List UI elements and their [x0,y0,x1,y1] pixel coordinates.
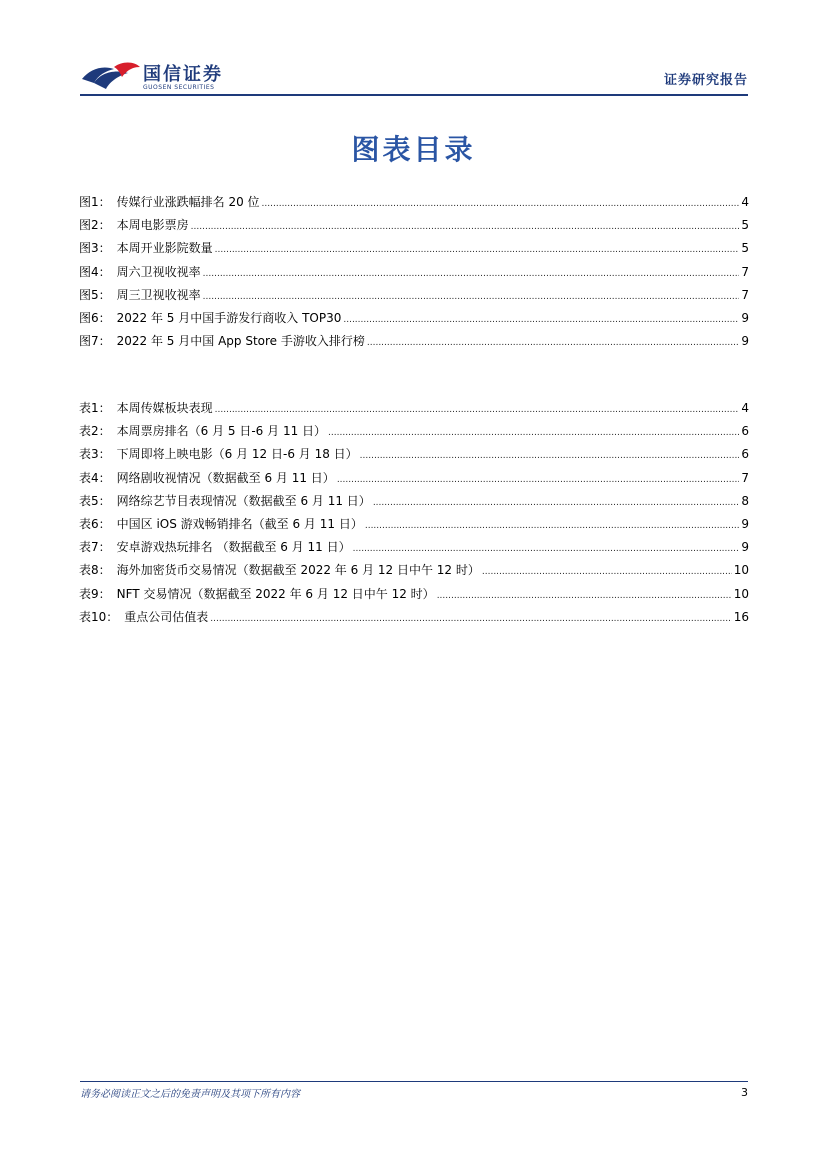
toc-label: 图4： [79,264,111,279]
toc-entry-figure-3[interactable] [79,239,749,262]
toc-label: 图3： [79,241,111,256]
toc-label: 表3： [79,447,111,462]
toc-text: 网络剧收视情况（数据截至 6 月 11 日） [116,470,335,485]
toc-entry-table-1[interactable] [79,399,749,422]
toc-page-number: 7 [741,470,749,485]
toc-leader [437,591,732,601]
page-number: 3 [741,1086,748,1099]
toc-leader [203,269,740,279]
header-divider [80,94,748,96]
logo-chinese-name: 国信证券 [143,64,223,85]
toc-text: 海外加密货币交易情况（数据截至 2022 年 6 月 12 日中午 12 时） [116,563,480,578]
toc-text: 重点公司估值表 [124,609,209,624]
toc-leader [328,428,739,438]
toc-text: 网络综艺节目表现情况（数据截至 6 月 11 日） [116,493,371,508]
toc-label: 表6： [79,516,111,531]
toc-page-number: 16 [733,609,749,624]
toc-leader [367,338,739,348]
toc-label: 表5： [79,493,111,508]
toc-label: 图1： [79,195,111,209]
toc-label: 图7： [79,334,111,349]
toc-entry-table-10[interactable] [79,608,749,631]
toc-leader [337,475,740,485]
page-header [80,55,748,95]
toc-text: 本周电影票房 [116,218,189,233]
toc-entry-figure-7[interactable] [79,332,749,355]
toc-entry-figure-5[interactable] [79,286,749,309]
toc-leader [210,614,731,624]
toc-text: 2022 年 5 月中国手游发行商收入 TOP30 [116,310,342,325]
guosen-logo-icon [80,59,142,93]
toc-text: 中国区 iOS 游戏畅销排名（截至 6 月 11 日） [116,516,363,531]
figure-list [79,193,749,355]
toc-label: 图2： [79,218,111,233]
toc-page-number: 7 [741,287,749,302]
toc-text: NFT 交易情况（数据截至 2022 年 6 月 12 日中午 12 时） [116,586,435,601]
toc-page-number: 9 [741,516,749,531]
toc-label: 表4： [79,470,111,485]
toc-page-number: 9 [741,334,749,349]
toc-text: 传媒行业涨跌幅排名 20 位 [116,195,260,209]
toc-label: 表7： [79,540,111,555]
toc-page-number: 6 [741,447,749,462]
toc-leader [191,222,740,232]
toc-leader [262,199,740,209]
logo-english-name: GUOSEN SECURITIES [143,84,215,91]
toc-entry-table-9[interactable] [79,585,749,608]
toc-page-number: 10 [733,563,749,578]
toc-leader [343,315,739,325]
page-title: 图表目录 [351,133,476,166]
toc-entry-table-4[interactable] [79,469,749,492]
toc-leader [215,245,740,255]
toc-text: 下周即将上映电影（6 月 12 日-6 月 18 日） [116,447,358,462]
report-type-label: 证券研究报告 [663,73,748,88]
toc-text: 周六卫视收视率 [116,264,201,279]
toc-leader [353,544,740,554]
toc-entry-table-2[interactable] [79,422,749,445]
footer-divider [80,1081,748,1082]
toc-leader [365,521,740,531]
toc-page-number: 5 [741,241,749,256]
toc-label: 表8： [79,563,111,578]
toc-label: 表10： [79,609,119,624]
toc-entry-figure-4[interactable] [79,263,749,286]
toc-entry-table-3[interactable] [79,445,749,468]
toc-entry-table-7[interactable] [79,538,749,561]
toc-leader [482,567,732,577]
toc-page-number: 6 [741,424,749,439]
toc-entry-figure-1[interactable] [79,193,749,216]
toc-leader [203,292,740,302]
toc-text: 安卓游戏热玩排名 （数据截至 6 月 11 日） [116,540,351,555]
toc-label: 表9： [79,586,111,601]
toc-leader [215,405,740,415]
toc-entry-table-8[interactable] [79,561,749,584]
toc-label: 图5： [79,287,111,302]
toc-entry-table-5[interactable] [79,492,749,515]
toc-page-number: 5 [741,218,749,233]
toc-page-number: 4 [741,401,749,415]
toc-leader [373,498,740,508]
toc-text: 本周传媒板块表现 [116,401,213,415]
toc-page-number: 9 [741,310,749,325]
toc-leader [360,451,740,461]
toc-text: 本周票房排名（6 月 5 日-6 月 11 日） [116,424,327,439]
toc-text: 周三卫视收视率 [116,287,201,302]
toc-entry-table-6[interactable] [79,515,749,538]
toc-label: 表1： [79,401,111,415]
toc-page-number: 7 [741,264,749,279]
toc-entry-figure-2[interactable] [79,216,749,239]
toc-entry-figure-6[interactable] [79,309,749,332]
toc-text: 本周开业影院数量 [116,241,213,256]
toc-page-number: 4 [741,195,749,209]
table-list [79,399,749,631]
toc-page-number: 9 [741,540,749,555]
footer-disclaimer: 请务必阅读正文之后的免责声明及其项下所有内容 [80,1089,300,1100]
toc-label: 图6： [79,310,111,325]
toc-text: 2022 年 5 月中国 App Store 手游收入排行榜 [116,334,365,349]
toc-label: 表2： [79,424,111,439]
toc-page-number: 8 [741,493,749,508]
toc-page-number: 10 [733,586,749,601]
